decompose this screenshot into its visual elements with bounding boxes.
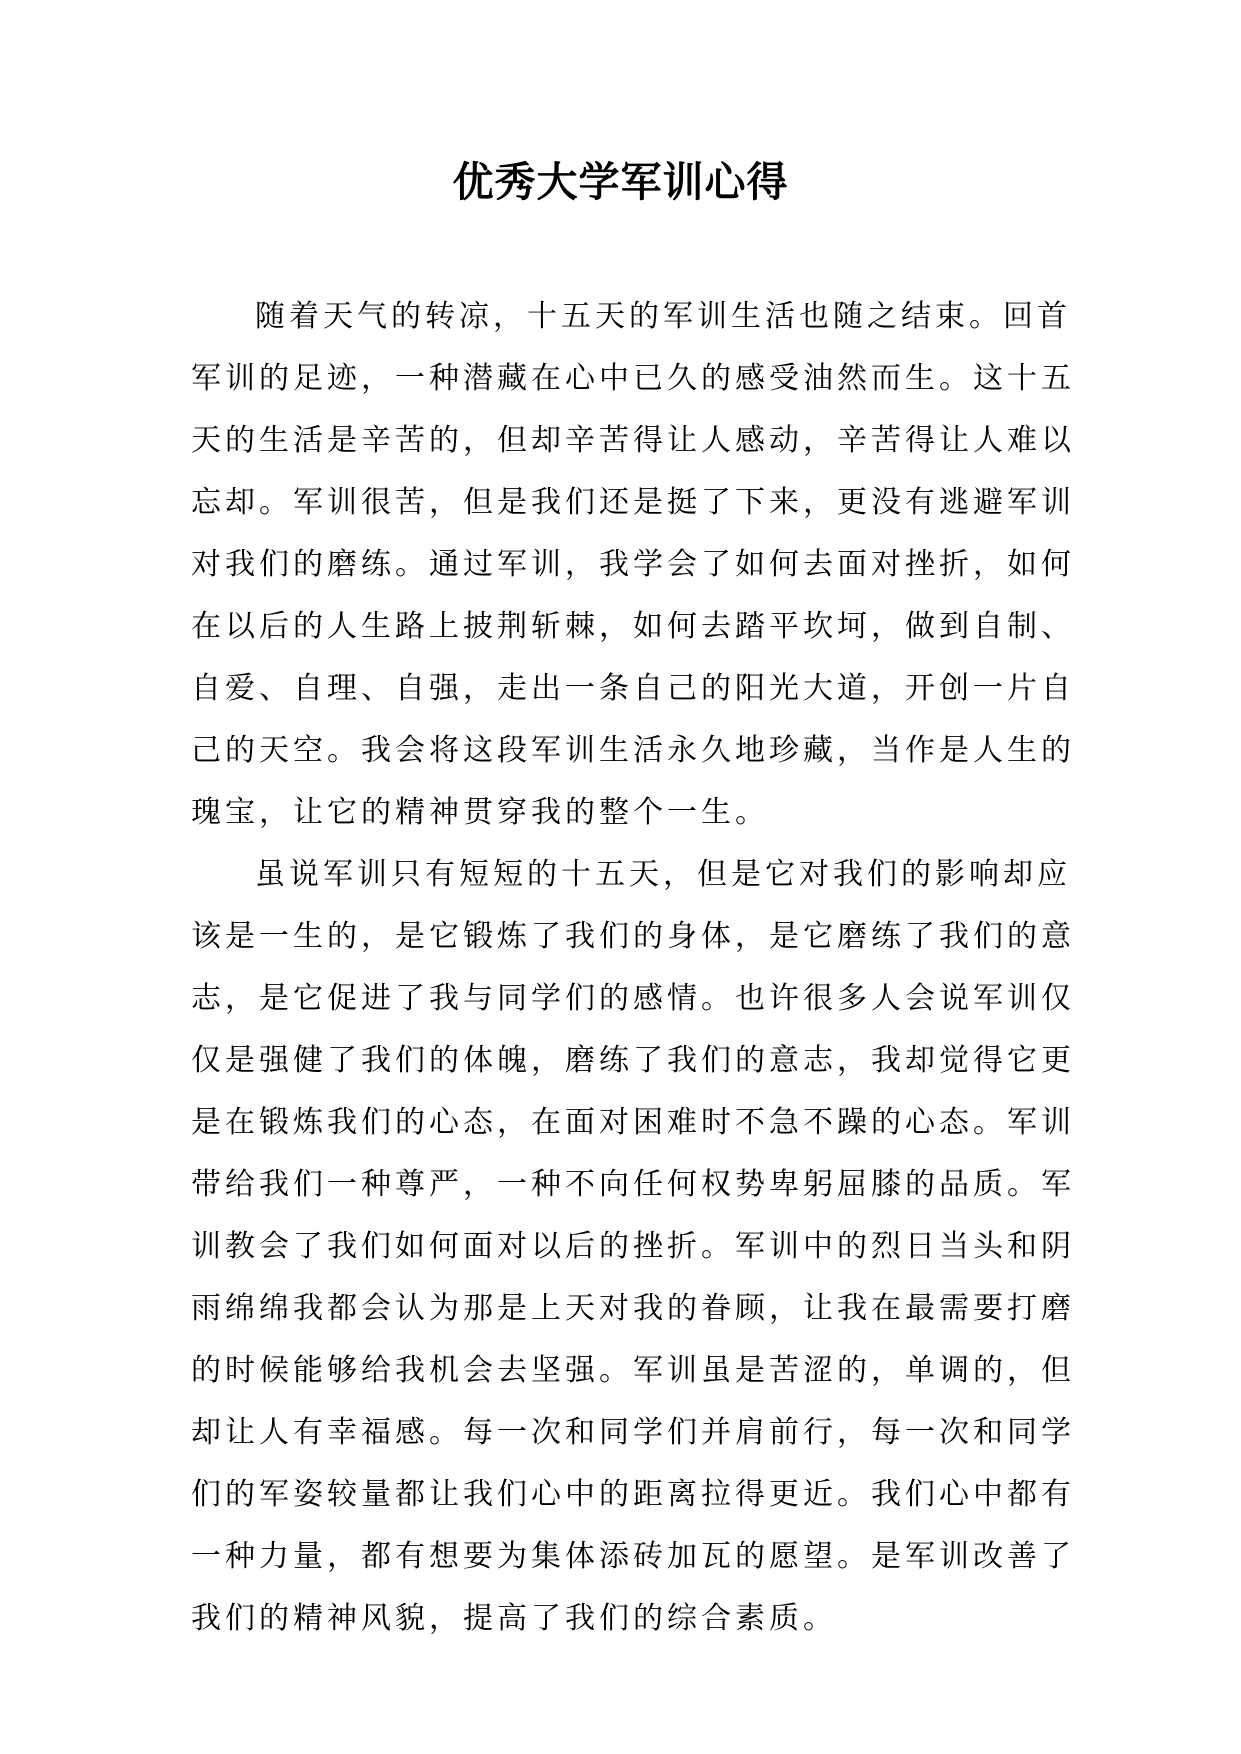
document-body xyxy=(191,286,1075,1650)
text-line: 带给我们一种尊严，一种不向任何权势卑躬屈膝的品质。军 xyxy=(191,1167,1075,1202)
text-line: 我们的精神风貌，提高了我们的综合素质。 xyxy=(191,1601,837,1636)
text-line: 该是一生的，是它锻炼了我们的身体，是它磨练了我们的意 xyxy=(191,919,1075,954)
text-line: 仅是强健了我们的体魄，磨练了我们的意志，我却觉得它更 xyxy=(191,1043,1075,1078)
text-line: 虽说军训只有短短的十五天，但是它对我们的影响却应 xyxy=(255,857,1071,892)
text-line: 对我们的磨练。通过军训，我学会了如何去面对挫折，如何 xyxy=(191,547,1075,582)
paragraph-1 xyxy=(191,286,1075,844)
text-line: 天的生活是辛苦的，但却辛苦得让人感动，辛苦得让人难以 xyxy=(191,423,1075,458)
text-line: 瑰宝，让它的精神贯穿我的整个一生。 xyxy=(191,795,769,830)
document-title: 优秀大学军训心得 xyxy=(452,158,789,206)
text-line: 军训的足迹，一种潜藏在心中已久的感受油然而生。这十五 xyxy=(191,361,1075,396)
text-line: 志，是它促进了我与同学们的感情。也许很多人会说军训仅 xyxy=(191,981,1075,1016)
text-line: 忘却。军训很苦，但是我们还是挺了下来，更没有逃避军训 xyxy=(191,485,1075,520)
paragraph-2 xyxy=(191,844,1075,1650)
text-line: 自爱、自理、自强，走出一条自己的阳光大道，开创一片自 xyxy=(191,671,1075,706)
text-line: 训教会了我们如何面对以后的挫折。军训中的烈日当头和阴 xyxy=(191,1229,1075,1264)
text-line: 们的军姿较量都让我们心中的距离拉得更近。我们心中都有 xyxy=(191,1477,1075,1512)
text-line: 的时候能够给我机会去坚强。军训虽是苦涩的，单调的，但 xyxy=(191,1353,1075,1388)
text-line: 随着天气的转凉，十五天的军训生活也随之结束。回首 xyxy=(255,299,1071,334)
text-line: 在以后的人生路上披荆斩棘，如何去踏平坎坷，做到自制、 xyxy=(191,609,1075,644)
text-line: 却让人有幸福感。每一次和同学们并肩前行，每一次和同学 xyxy=(191,1415,1075,1450)
text-line: 是在锻炼我们的心态，在面对困难时不急不躁的心态。军训 xyxy=(191,1105,1075,1140)
text-line: 雨绵绵我都会认为那是上天对我的眷顾，让我在最需要打磨 xyxy=(191,1291,1075,1326)
text-line: 一种力量，都有想要为集体添砖加瓦的愿望。是军训改善了 xyxy=(191,1539,1075,1574)
text-line: 己的天空。我会将这段军训生活永久地珍藏，当作是人生的 xyxy=(191,733,1075,768)
